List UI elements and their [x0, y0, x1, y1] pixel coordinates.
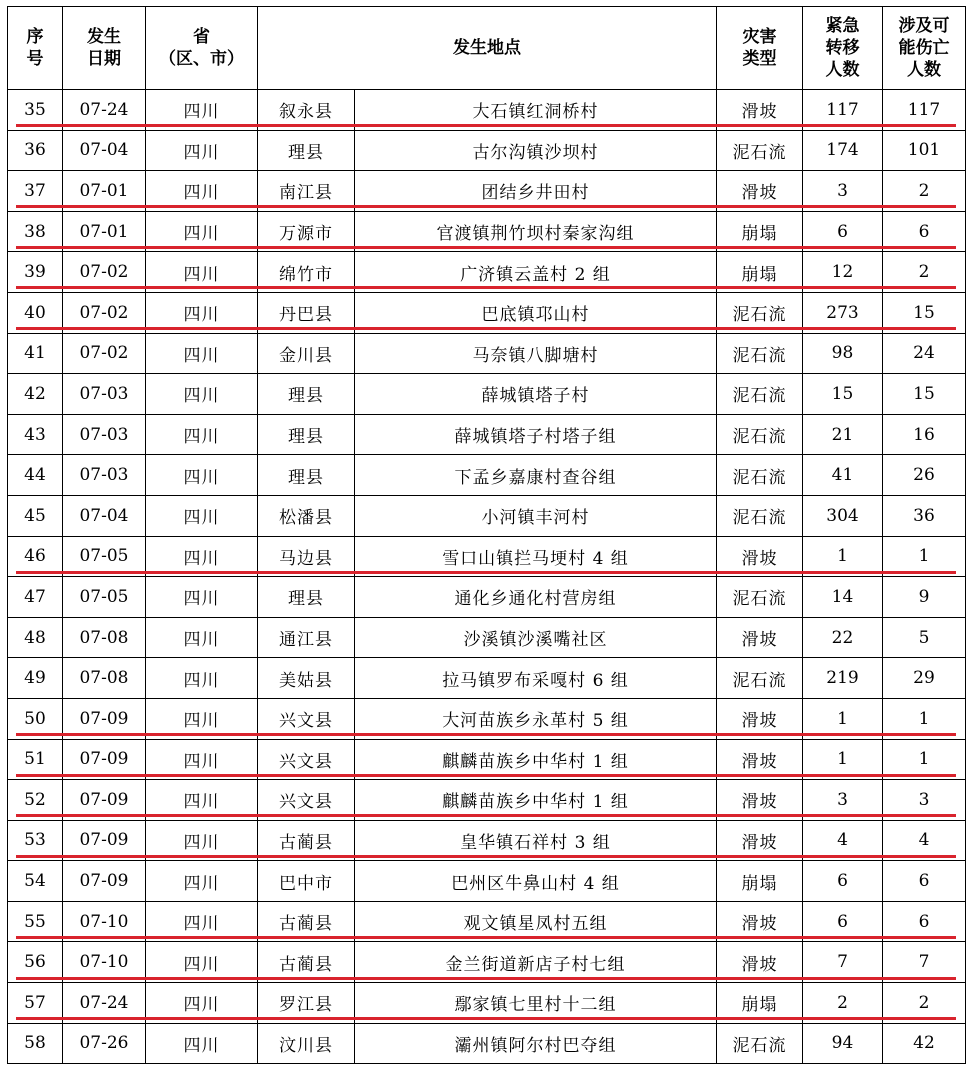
cell-seq: 38: [8, 211, 63, 252]
cell-province: 四川: [146, 333, 258, 374]
cell-casualties: 1: [883, 536, 966, 577]
cell-seq: 47: [8, 577, 63, 618]
cell-evacuated: 15: [803, 374, 883, 415]
row-underline-mark: [16, 571, 956, 574]
cell-evacuated: 7: [803, 942, 883, 983]
cell-county: 马边县: [258, 536, 355, 577]
cell-county: 古蔺县: [258, 901, 355, 942]
row-underline-mark: [16, 327, 956, 330]
header-casualties-text: 涉及可 能伤亡 人数: [898, 16, 950, 80]
cell-evacuated: 1: [803, 536, 883, 577]
table-row: [8, 617, 966, 658]
cell-type: 泥石流: [717, 292, 803, 333]
cell-casualties: 29: [883, 658, 966, 699]
table-row: [8, 861, 966, 902]
cell-evacuated: 41: [803, 455, 883, 496]
cell-type: 崩塌: [717, 983, 803, 1024]
header-evacuated-text: 紧急 转移 人数: [825, 16, 860, 80]
cell-seq: 41: [8, 333, 63, 374]
cell-seq: 51: [8, 739, 63, 780]
cell-province: 四川: [146, 658, 258, 699]
cell-date: 07-09: [63, 820, 146, 861]
cell-type: 泥石流: [717, 414, 803, 455]
cell-evacuated: 1: [803, 739, 883, 780]
table-row: [8, 130, 966, 171]
cell-evacuated: 2: [803, 983, 883, 1024]
cell-seq: 48: [8, 617, 63, 658]
cell-place: 古尔沟镇沙坝村: [355, 130, 717, 171]
cell-casualties: 1: [883, 698, 966, 739]
cell-place: 观文镇星凤村五组: [355, 901, 717, 942]
row-underline-mark: [16, 124, 956, 127]
cell-date: 07-08: [63, 617, 146, 658]
table-body: [8, 90, 966, 1064]
cell-place: 巴底镇邛山村: [355, 292, 717, 333]
cell-type: 泥石流: [717, 658, 803, 699]
cell-county: 南江县: [258, 171, 355, 212]
cell-type: 泥石流: [717, 1023, 803, 1064]
cell-place: 麒麟苗族乡中华村 1 组: [355, 739, 717, 780]
cell-type: 滑坡: [717, 780, 803, 821]
cell-evacuated: 6: [803, 861, 883, 902]
cell-seq: 42: [8, 374, 63, 415]
cell-evacuated: 174: [803, 130, 883, 171]
cell-evacuated: 6: [803, 901, 883, 942]
cell-evacuated: 219: [803, 658, 883, 699]
cell-date: 07-03: [63, 374, 146, 415]
cell-casualties: 6: [883, 861, 966, 902]
cell-date: 07-26: [63, 1023, 146, 1064]
header-evacuated: [803, 7, 883, 90]
cell-seq: 58: [8, 1023, 63, 1064]
row-underline-mark: [16, 733, 956, 736]
cell-place: 鄢家镇七里村十二组: [355, 983, 717, 1024]
cell-place: 大石镇红洞桥村: [355, 90, 717, 131]
row-underline-mark: [16, 246, 956, 249]
cell-date: 07-02: [63, 252, 146, 293]
cell-seq: 35: [8, 90, 63, 131]
cell-seq: 56: [8, 942, 63, 983]
cell-type: 滑坡: [717, 698, 803, 739]
header-province: [146, 7, 258, 90]
cell-seq: 36: [8, 130, 63, 171]
cell-county: 兴文县: [258, 780, 355, 821]
cell-evacuated: 1: [803, 698, 883, 739]
cell-province: 四川: [146, 211, 258, 252]
cell-county: 理县: [258, 577, 355, 618]
cell-type: 滑坡: [717, 942, 803, 983]
cell-date: 07-03: [63, 455, 146, 496]
cell-date: 07-04: [63, 495, 146, 536]
header-row: [8, 7, 966, 90]
cell-county: 丹巴县: [258, 292, 355, 333]
row-underline-mark: [16, 205, 956, 208]
cell-place: 大河苗族乡永革村 5 组: [355, 698, 717, 739]
cell-place: 麒麟苗族乡中华村 1 组: [355, 780, 717, 821]
cell-place: 团结乡井田村: [355, 171, 717, 212]
cell-date: 07-10: [63, 942, 146, 983]
cell-casualties: 24: [883, 333, 966, 374]
cell-date: 07-04: [63, 130, 146, 171]
cell-county: 理县: [258, 374, 355, 415]
cell-date: 07-24: [63, 983, 146, 1024]
cell-casualties: 16: [883, 414, 966, 455]
cell-casualties: 5: [883, 617, 966, 658]
cell-province: 四川: [146, 983, 258, 1024]
cell-place: 巴州区牛鼻山村 4 组: [355, 861, 717, 902]
cell-seq: 54: [8, 861, 63, 902]
cell-evacuated: 12: [803, 252, 883, 293]
cell-province: 四川: [146, 414, 258, 455]
header-location: [258, 7, 717, 90]
header-location-text: 发生地点: [453, 38, 521, 58]
cell-date: 07-01: [63, 211, 146, 252]
cell-evacuated: 22: [803, 617, 883, 658]
cell-place: 雪口山镇拦马埂村 4 组: [355, 536, 717, 577]
cell-type: 滑坡: [717, 171, 803, 212]
cell-seq: 37: [8, 171, 63, 212]
table-row: [8, 414, 966, 455]
header-type: [717, 7, 803, 90]
cell-casualties: 117: [883, 90, 966, 131]
cell-evacuated: 3: [803, 780, 883, 821]
cell-date: 07-01: [63, 171, 146, 212]
header-date-text: 发生 日期: [87, 27, 121, 69]
row-underline-mark: [16, 1017, 956, 1020]
cell-type: 崩塌: [717, 252, 803, 293]
cell-province: 四川: [146, 130, 258, 171]
cell-date: 07-10: [63, 901, 146, 942]
cell-county: 兴文县: [258, 739, 355, 780]
header-type-text: 灾害 类型: [742, 27, 777, 69]
cell-type: 滑坡: [717, 617, 803, 658]
cell-county: 美姑县: [258, 658, 355, 699]
cell-date: 07-02: [63, 292, 146, 333]
cell-casualties: 6: [883, 901, 966, 942]
cell-date: 07-05: [63, 536, 146, 577]
cell-place: 官渡镇荆竹坝村秦家沟组: [355, 211, 717, 252]
cell-province: 四川: [146, 536, 258, 577]
cell-type: 泥石流: [717, 333, 803, 374]
cell-province: 四川: [146, 780, 258, 821]
cell-date: 07-09: [63, 861, 146, 902]
cell-date: 07-09: [63, 698, 146, 739]
cell-evacuated: 21: [803, 414, 883, 455]
cell-casualties: 1: [883, 739, 966, 780]
cell-province: 四川: [146, 617, 258, 658]
cell-county: 金川县: [258, 333, 355, 374]
cell-evacuated: 4: [803, 820, 883, 861]
header-seq-text: 序 号: [26, 27, 44, 69]
cell-place: 薛城镇塔子村: [355, 374, 717, 415]
cell-county: 古蔺县: [258, 942, 355, 983]
cell-province: 四川: [146, 455, 258, 496]
cell-seq: 40: [8, 292, 63, 333]
table-row: [8, 658, 966, 699]
cell-evacuated: 117: [803, 90, 883, 131]
row-underline-mark: [16, 977, 956, 980]
cell-date: 07-24: [63, 90, 146, 131]
cell-casualties: 26: [883, 455, 966, 496]
cell-place: 拉马镇罗布采嘎村 6 组: [355, 658, 717, 699]
header-seq: [8, 7, 63, 90]
cell-county: 巴中市: [258, 861, 355, 902]
cell-province: 四川: [146, 495, 258, 536]
cell-place: 下孟乡嘉康村查谷组: [355, 455, 717, 496]
cell-province: 四川: [146, 820, 258, 861]
cell-place: 广济镇云盖村 2 组: [355, 252, 717, 293]
cell-evacuated: 273: [803, 292, 883, 333]
cell-type: 滑坡: [717, 739, 803, 780]
cell-province: 四川: [146, 901, 258, 942]
cell-type: 泥石流: [717, 495, 803, 536]
cell-county: 万源市: [258, 211, 355, 252]
cell-evacuated: 98: [803, 333, 883, 374]
cell-seq: 57: [8, 983, 63, 1024]
cell-type: 泥石流: [717, 130, 803, 171]
cell-casualties: 15: [883, 292, 966, 333]
cell-seq: 46: [8, 536, 63, 577]
cell-type: 崩塌: [717, 211, 803, 252]
table-row: [8, 577, 966, 618]
cell-province: 四川: [146, 1023, 258, 1064]
cell-place: 皇华镇石祥村 3 组: [355, 820, 717, 861]
row-underline-mark: [16, 774, 956, 777]
cell-seq: 43: [8, 414, 63, 455]
cell-type: 崩塌: [717, 861, 803, 902]
cell-type: 滑坡: [717, 820, 803, 861]
cell-evacuated: 6: [803, 211, 883, 252]
cell-casualties: 2: [883, 171, 966, 212]
header-casualties: [883, 7, 966, 90]
cell-date: 07-05: [63, 577, 146, 618]
cell-county: 罗江县: [258, 983, 355, 1024]
cell-evacuated: 94: [803, 1023, 883, 1064]
cell-type: 滑坡: [717, 536, 803, 577]
cell-date: 07-08: [63, 658, 146, 699]
row-underline-mark: [16, 814, 956, 817]
table-row: [8, 1023, 966, 1064]
cell-casualties: 9: [883, 577, 966, 618]
cell-place: 小河镇丰河村: [355, 495, 717, 536]
cell-seq: 52: [8, 780, 63, 821]
cell-evacuated: 304: [803, 495, 883, 536]
cell-place: 薛城镇塔子村塔子组: [355, 414, 717, 455]
header-province-text: 省 （区、市）: [159, 27, 244, 69]
cell-casualties: 7: [883, 942, 966, 983]
cell-county: 叙永县: [258, 90, 355, 131]
cell-province: 四川: [146, 861, 258, 902]
cell-place: 灞州镇阿尔村巴夺组: [355, 1023, 717, 1064]
cell-province: 四川: [146, 252, 258, 293]
cell-seq: 55: [8, 901, 63, 942]
disaster-table: [7, 6, 966, 1064]
cell-seq: 53: [8, 820, 63, 861]
cell-evacuated: 14: [803, 577, 883, 618]
cell-casualties: 36: [883, 495, 966, 536]
header-date: [63, 7, 146, 90]
cell-seq: 45: [8, 495, 63, 536]
table-row: [8, 333, 966, 374]
cell-seq: 44: [8, 455, 63, 496]
cell-county: 绵竹市: [258, 252, 355, 293]
cell-province: 四川: [146, 90, 258, 131]
cell-province: 四川: [146, 739, 258, 780]
cell-county: 古蔺县: [258, 820, 355, 861]
cell-type: 泥石流: [717, 374, 803, 415]
cell-type: 泥石流: [717, 455, 803, 496]
cell-county: 理县: [258, 414, 355, 455]
cell-place: 马奈镇八脚塘村: [355, 333, 717, 374]
cell-date: 07-09: [63, 780, 146, 821]
cell-seq: 39: [8, 252, 63, 293]
cell-casualties: 4: [883, 820, 966, 861]
cell-place: 通化乡通化村营房组: [355, 577, 717, 618]
table-row: [8, 455, 966, 496]
table-row: [8, 495, 966, 536]
cell-casualties: 6: [883, 211, 966, 252]
cell-casualties: 2: [883, 252, 966, 293]
cell-province: 四川: [146, 374, 258, 415]
cell-county: 松潘县: [258, 495, 355, 536]
cell-place: 金兰街道新店子村七组: [355, 942, 717, 983]
cell-province: 四川: [146, 577, 258, 618]
cell-county: 汶川县: [258, 1023, 355, 1064]
cell-type: 泥石流: [717, 577, 803, 618]
cell-casualties: 15: [883, 374, 966, 415]
cell-evacuated: 3: [803, 171, 883, 212]
row-underline-mark: [16, 286, 956, 289]
cell-casualties: 42: [883, 1023, 966, 1064]
cell-place: 沙溪镇沙溪嘴社区: [355, 617, 717, 658]
cell-date: 07-02: [63, 333, 146, 374]
cell-county: 理县: [258, 130, 355, 171]
row-underline-mark: [16, 936, 956, 939]
cell-county: 通江县: [258, 617, 355, 658]
cell-casualties: 2: [883, 983, 966, 1024]
cell-date: 07-09: [63, 739, 146, 780]
cell-province: 四川: [146, 942, 258, 983]
cell-type: 滑坡: [717, 901, 803, 942]
cell-seq: 50: [8, 698, 63, 739]
cell-province: 四川: [146, 292, 258, 333]
cell-type: 滑坡: [717, 90, 803, 131]
cell-casualties: 101: [883, 130, 966, 171]
cell-seq: 49: [8, 658, 63, 699]
cell-county: 理县: [258, 455, 355, 496]
cell-province: 四川: [146, 171, 258, 212]
row-underline-mark: [16, 855, 956, 858]
cell-date: 07-03: [63, 414, 146, 455]
cell-casualties: 3: [883, 780, 966, 821]
cell-province: 四川: [146, 698, 258, 739]
table-row: [8, 374, 966, 415]
cell-county: 兴文县: [258, 698, 355, 739]
